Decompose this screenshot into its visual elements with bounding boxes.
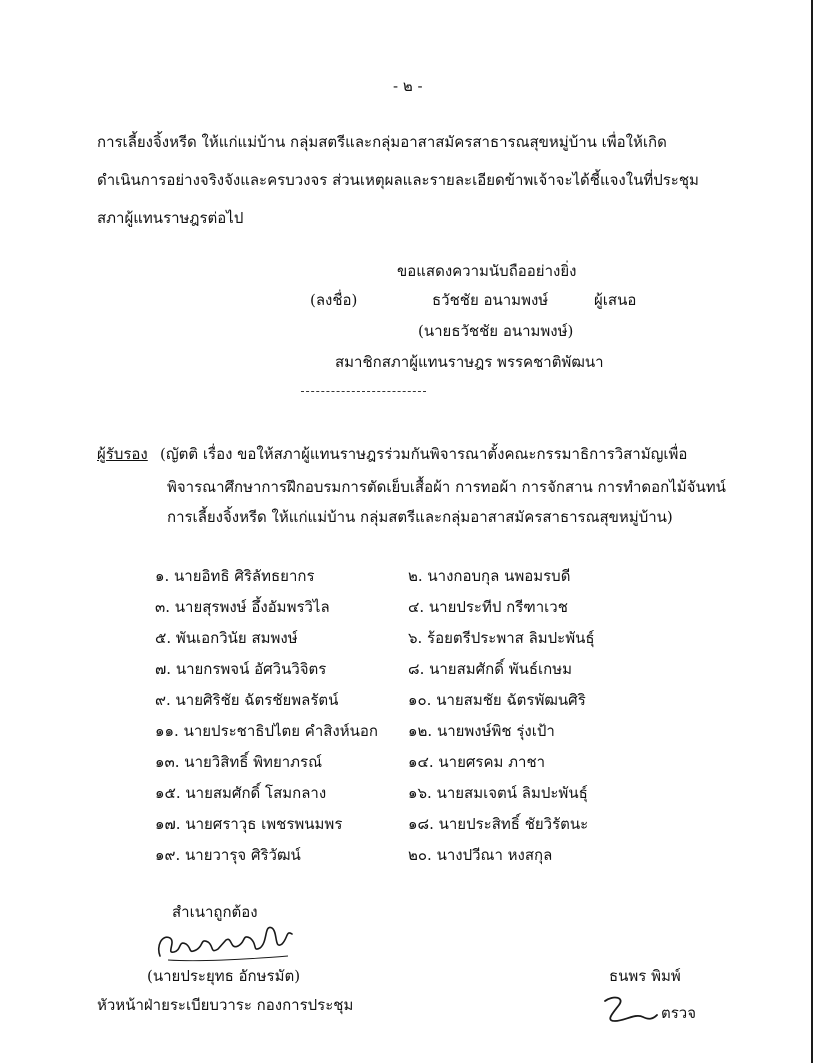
list-item: ๑๐. นายสมชัย ฉัตรพัฒนศิริ xyxy=(408,691,586,709)
list-item: ๑๗. นายศราวุธ เพชรพนมพร xyxy=(155,815,343,833)
proposer-label: ผู้เสนอ xyxy=(594,291,637,309)
signer-signature-name: ธวัชชัย อนามพงษ์ xyxy=(432,291,549,309)
list-item: ๗. นายกรพจน์ อัศวินวิจิตร xyxy=(155,660,327,678)
list-item: ๙. นายศิริชัย ฉัตรชัยพลรัตน์ xyxy=(155,691,339,709)
page-edge-line xyxy=(811,0,813,1063)
list-item: ๖. ร้อยตรีประพาส ลิมปะพันธุ์ xyxy=(408,629,595,647)
motion-line-1: (ญัตติ เรื่อง ขอให้สภาผู้แทนราษฎรร่วมกันพิจารณาตั้งคณะกรรมาธิการวิสามัญเพื่อ xyxy=(160,445,688,463)
list-item: ๒. นางกอบกุล นพอมรบดี xyxy=(408,567,571,585)
list-item: ๑๕. นายสมศักดิ์ โสมกลาง xyxy=(155,784,327,802)
certified-copy-label: สำเนาถูกต้อง xyxy=(172,903,258,921)
signed-label: (ลงชื่อ) xyxy=(310,291,358,309)
list-item: ๘. นายสมศักดิ์ พันธ์เกษม xyxy=(408,660,573,678)
list-item: ๕. พันเอกวินัย สมพงษ์ xyxy=(155,629,298,647)
official-title: หัวหน้าฝ่ายระเบียบวาระ กองการประชุม xyxy=(97,996,354,1014)
list-item: ๑๙. นายวารุจ ศิริวัฒน์ xyxy=(155,846,301,864)
motion-line-3: การเลี้ยงจิ้งหรีด ให้แก่แม่บ้าน กลุ่มสตรีและกลุ่มอาสาสมัครสาธารณสุขหมู่บ้าน) xyxy=(167,508,673,526)
supporters-list-right xyxy=(408,566,595,876)
list-item: ๑๒. นายพงษ์พิช รุ่งเป้า xyxy=(408,722,555,740)
list-item: ๑๘. นายประสิทธิ์ ชัยวิรัตนะ xyxy=(408,815,589,833)
list-item: ๔. นายประทีป กรีฑาเวช xyxy=(408,598,568,616)
body-line-2: ดำเนินการอย่างจริงจังและครบวงจร ส่วนเหตุผลและรายละเอียดข้าพเจ้าจะได้ชี้แจงในที่ประชุม xyxy=(97,171,699,189)
body-line-1: การเลี้ยงจิ้งหรีด ให้แก่แม่บ้าน กลุ่มสตรีและกลุ่มอาสาสมัครสาธารณสุขหมู่บ้าน เพื่อให้เกิด xyxy=(97,133,667,151)
signer-role: สมาชิกสภาผู้แทนราษฎร พรรคชาติพัฒนา xyxy=(335,353,604,371)
typist-note: ธนพร พิมพ์ xyxy=(609,967,681,985)
supporters-label: ผู้รับรอง xyxy=(97,445,148,463)
signer-full-name: (นายธวัชชัย อนามพงษ์) xyxy=(418,322,574,340)
closing-respect: ขอแสดงความนับถืออย่างยิ่ง xyxy=(397,262,577,280)
official-name: (นายประยุทธ อักษรมัต) xyxy=(147,967,301,985)
list-item: ๑๖. นายสมเจตน์ ลิมปะพันธุ์ xyxy=(408,784,588,802)
official-signature xyxy=(148,916,303,966)
list-item: ๒๐. นางปวีณา หงสกุล xyxy=(408,846,553,864)
list-item: ๑๓. นายวิสิทธิ์ พิทยาภรณ์ xyxy=(155,753,323,771)
list-item: ๑. นายอิทธิ ศิริลัทธยากร xyxy=(155,567,315,585)
list-item: ๓. นายสุรพงษ์ อึ้งอัมพรวิไล xyxy=(155,598,330,616)
checker-label: ตรวจ xyxy=(661,1004,697,1022)
list-item: ๑๑. นายประชาธิปไตย คำสิงห์นอก xyxy=(155,722,378,740)
supporters-list-left xyxy=(155,566,378,876)
motion-line-2: พิจารณาศึกษาการฝึกอบรมการตัดเย็บเสื้อผ้า การทอผ้า การจักสาน การทำดอกไม้จันทน์ xyxy=(167,478,726,496)
body-line-3: สภาผู้แทนราษฎรต่อไป xyxy=(97,209,244,227)
checker-initials xyxy=(599,991,659,1027)
dashed-divider xyxy=(301,391,426,392)
page-number: - ๒ - xyxy=(393,77,423,95)
list-item: ๑๔. นายศรคม ภาชา xyxy=(408,753,546,771)
